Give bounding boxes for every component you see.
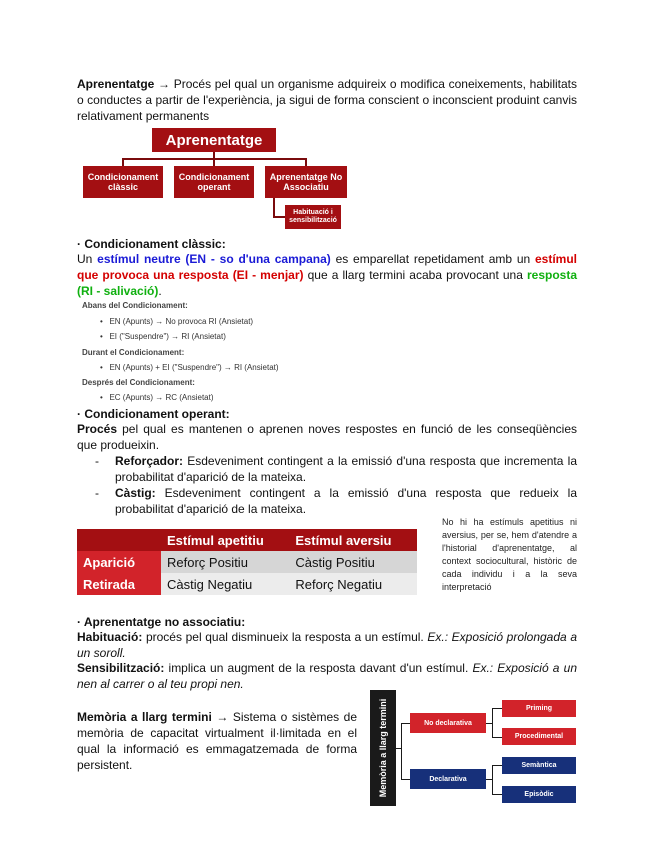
table-row bbox=[77, 551, 417, 573]
memory-connector bbox=[492, 708, 502, 709]
example: Ex.: Exposició prolongada a un soroll. bbox=[77, 630, 577, 660]
text: Esdeveniment contingent a la emissió d'una resposta que redueix la probabilitat d'aparició de la mateixa. bbox=[115, 486, 577, 516]
term: Habituació: bbox=[77, 630, 143, 644]
sensitization-paragraph bbox=[77, 660, 577, 692]
table-row bbox=[77, 573, 417, 595]
memory-connector bbox=[492, 765, 493, 795]
table-row-label: Aparició bbox=[77, 551, 161, 573]
term: Memòria a llarg termini bbox=[77, 710, 212, 724]
table-header-row bbox=[77, 529, 417, 551]
diagram-root: Aprenentatge bbox=[152, 128, 276, 152]
text: . bbox=[158, 284, 162, 298]
operant-item-reinforcer-text bbox=[115, 453, 577, 485]
classic-paragraph bbox=[77, 251, 577, 299]
memory-connector bbox=[401, 779, 410, 780]
operant-paragraph bbox=[77, 421, 577, 453]
memory-root-label: Memòria a llarg termini bbox=[378, 698, 388, 798]
text: EN (Apunts) + EI ("Suspendre") → RI (Ansietat) bbox=[109, 363, 279, 372]
memory-episodic: Episòdic bbox=[502, 786, 576, 803]
operant-item-punishment-text bbox=[115, 485, 577, 517]
operant-heading: · Condicionament operant: bbox=[77, 407, 230, 421]
diagram-connector bbox=[122, 158, 124, 166]
diagram-child-operant: Condicionament operant bbox=[174, 166, 254, 198]
text: que a llarg termini acaba provocant una bbox=[303, 268, 527, 282]
phase-item: • EC (Apunts) → RC (Ansietat) bbox=[100, 393, 214, 402]
term: Reforçador: bbox=[115, 454, 184, 468]
phase-item: • EN (Apunts) → No provoca RI (Ansietat) bbox=[100, 317, 254, 326]
intro-arrow: → bbox=[158, 77, 171, 91]
diagram-sub-habituation: Habituació i sensibilització bbox=[285, 205, 341, 229]
text: EN (Apunts) → No provoca RI (Ansietat) bbox=[109, 317, 254, 326]
habituation-paragraph bbox=[77, 629, 577, 661]
text: EC (Apunts) → RC (Ansietat) bbox=[109, 393, 214, 402]
operant-item-punishment: - bbox=[95, 486, 99, 500]
operant-lead: Procés bbox=[77, 422, 118, 436]
term: Sensibilització: bbox=[77, 661, 165, 675]
phase-title: Després del Condicionament: bbox=[82, 378, 195, 387]
table-corner bbox=[77, 529, 161, 551]
nonassoc-heading: · Aprenentatge no associatiu: bbox=[77, 615, 246, 629]
intro-text: Procés pel qual un organisme adquireix o modifica coneixements, habilitats o conductes a partir de l'experiència, ja sigui de forma conscient o inconscient produint canvis relativament permanents bbox=[77, 77, 578, 123]
table-cell: Reforç Positiu bbox=[161, 551, 289, 573]
table-cell: Reforç Negatiu bbox=[289, 573, 417, 595]
memory-connector bbox=[492, 794, 502, 795]
table-side-note: No hi ha estímuls apetitius ni aversius, per se, hem d'atendre a l'historial d'aprenentatge, al context sociocultural, històric de cada individu i a la seva interpretació bbox=[442, 517, 577, 592]
memory-declarative: Declarativa bbox=[410, 769, 486, 789]
arrow: → bbox=[216, 710, 229, 724]
phase-title: Durant el Condicionament: bbox=[82, 348, 185, 357]
example: Ex.: Exposició a un nen al carrer o al teu propi nen. bbox=[77, 661, 577, 691]
term: Càstig: bbox=[115, 486, 156, 500]
intro-term: Aprenentatge bbox=[77, 77, 155, 91]
text: procés pel qual disminueix la resposta a un estímul. bbox=[142, 630, 428, 644]
text: implica un augment de la resposta davant d'un estímul. bbox=[164, 661, 473, 675]
en-term: estímul neutre (EN - so d'una campana) bbox=[97, 252, 331, 266]
intro-paragraph bbox=[77, 76, 577, 124]
phase-title: Abans del Condicionament: bbox=[82, 301, 188, 310]
diagram-connector bbox=[273, 198, 275, 218]
memory-semantic: Semàntica bbox=[502, 757, 576, 774]
text: es emparellat repetidament amb un bbox=[330, 252, 535, 266]
memory-priming: Priming bbox=[502, 700, 576, 717]
table-header: Estímul aversiu bbox=[289, 529, 417, 551]
memory-connector bbox=[401, 723, 402, 779]
classic-heading: · Condicionament clàssic: bbox=[77, 237, 226, 251]
table-cell: Càstig Positiu bbox=[289, 551, 417, 573]
ri-term: resposta (RI - salivació) bbox=[77, 268, 577, 298]
diagram-connector bbox=[213, 158, 215, 166]
text: Esdeveniment contingent a la emissió d'una resposta que incrementa la probabilitat d'aparició de la mateixa. bbox=[115, 454, 577, 484]
ei-term: estímul que provoca una resposta (EI - menjar) bbox=[77, 252, 577, 282]
diagram-connector bbox=[305, 158, 307, 166]
table-header: Estímul apetitiu bbox=[161, 529, 289, 551]
text: pel qual es mantenen o aprenen noves respostes en funció de les conseqüències que produeixin. bbox=[77, 422, 577, 452]
memory-connector bbox=[492, 708, 493, 738]
memory-connector bbox=[492, 737, 502, 738]
text: Sistema o sistèmes de memòria de capacitat virtualment il·limitada en el qual la informació es emmagatzemada de forma persistent. bbox=[77, 710, 358, 772]
diagram-child-nonassoc: Aprenentatge No Associatiu bbox=[265, 166, 347, 198]
memory-connector bbox=[492, 765, 502, 766]
table-cell: Càstig Negatiu bbox=[161, 573, 289, 595]
phase-item: • EI ("Suspendre") → RI (Ansietat) bbox=[100, 332, 226, 341]
memory-nondeclarative: No declarativa bbox=[410, 713, 486, 733]
table-row-label: Retirada bbox=[77, 573, 161, 595]
diagram-child-classic: Condicionament clàssic bbox=[83, 166, 163, 198]
text: Un bbox=[77, 252, 98, 266]
memory-paragraph bbox=[77, 709, 357, 773]
memory-procedural: Procedimental bbox=[502, 728, 576, 745]
text: EI ("Suspendre") → RI (Ansietat) bbox=[109, 332, 226, 341]
operant-item-reinforcer: - bbox=[95, 454, 99, 468]
memory-connector bbox=[401, 723, 410, 724]
phase-item: • EN (Apunts) + EI ("Suspendre") → RI (Ansietat) bbox=[100, 363, 279, 372]
operant-table bbox=[77, 529, 417, 595]
